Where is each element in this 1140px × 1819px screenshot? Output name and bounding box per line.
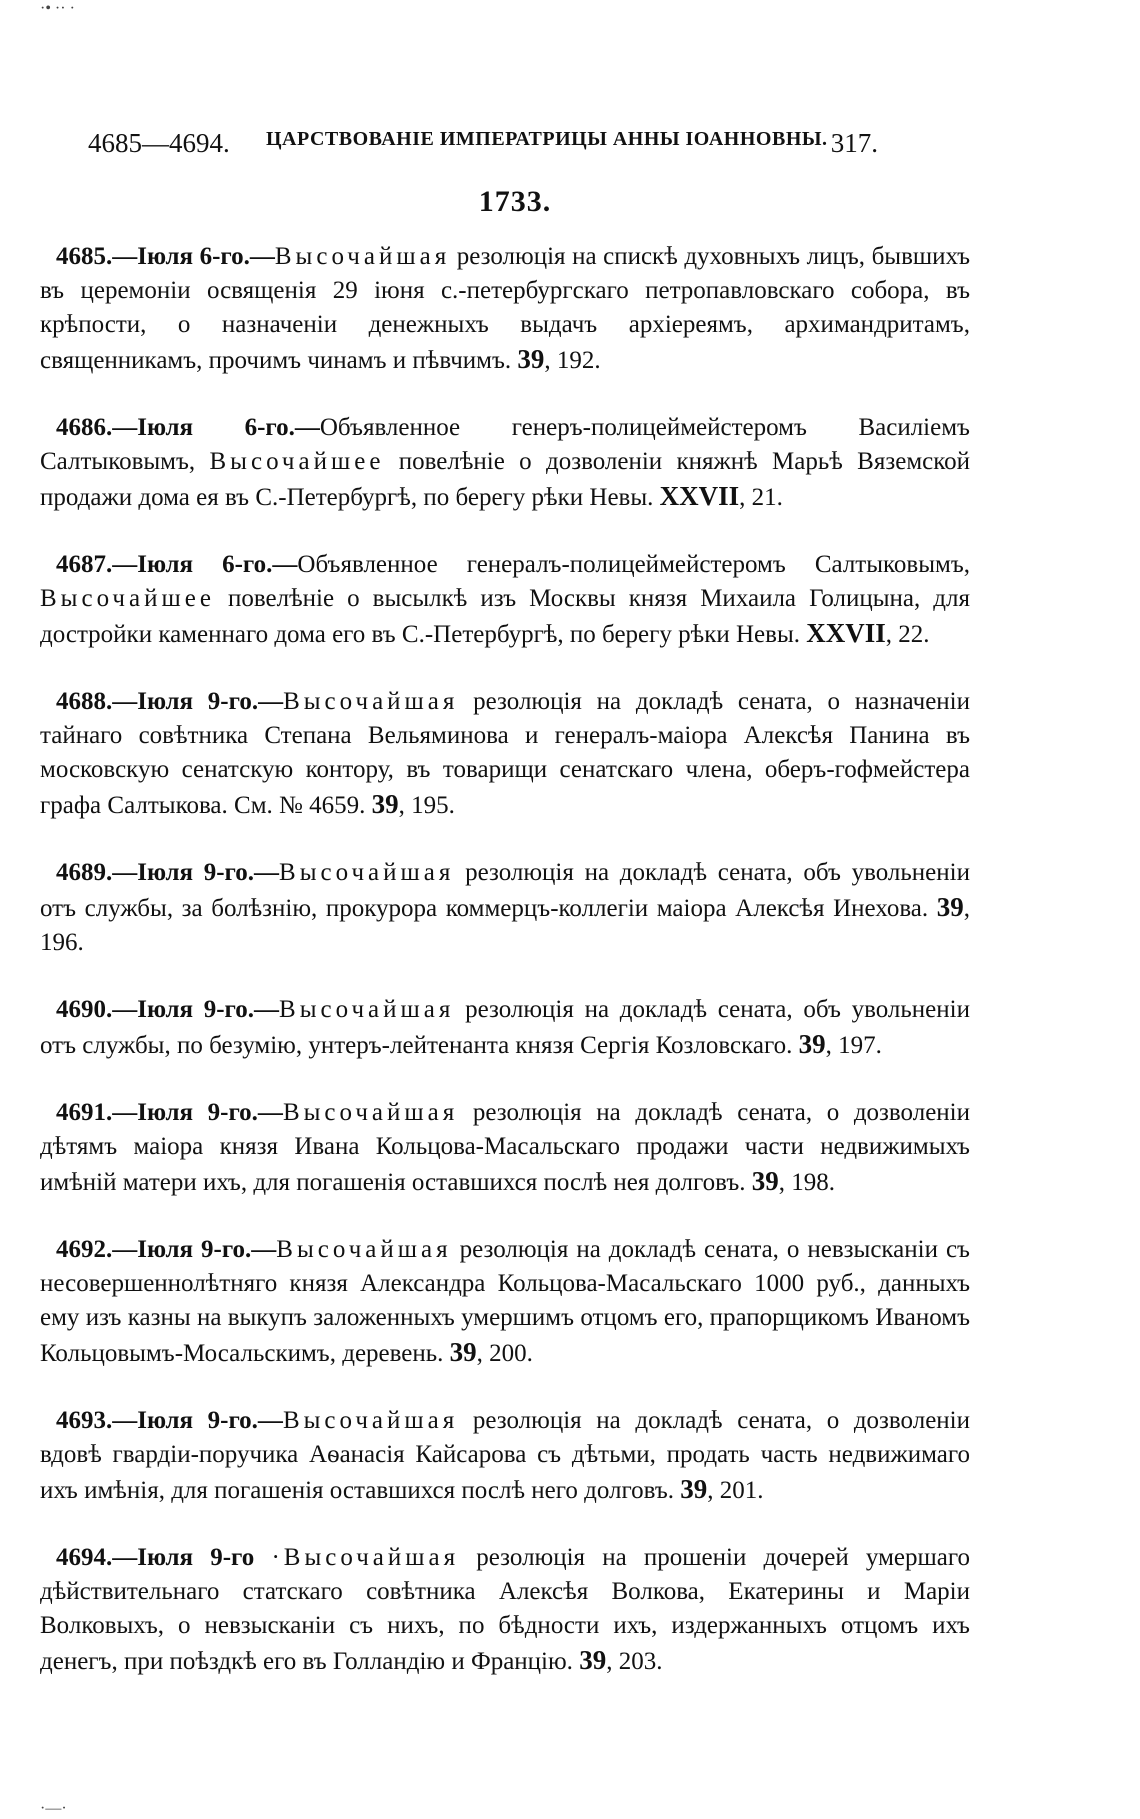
entry-number: 4691. — [56, 1099, 113, 1126]
entry-page-ref: , 21. — [739, 484, 783, 511]
entry-number: 4687. — [56, 551, 113, 578]
entry-page-ref: , 22. — [885, 621, 930, 648]
entry-4689 — [40, 856, 970, 960]
entry-4691 — [40, 1096, 970, 1200]
entry-volume-ref: 39 — [751, 1166, 779, 1196]
entry-4687 — [40, 548, 970, 652]
entry-emphasis: Высочайшая — [282, 1099, 459, 1126]
entry-page-ref: , 203. — [606, 1648, 663, 1675]
year-heading: 1733. — [478, 185, 552, 218]
entry-emphasis: Высочайшая — [274, 243, 451, 270]
entry-4692 — [40, 1233, 970, 1371]
entry-volume-ref: 39 — [936, 892, 964, 922]
entry-pre-text: Объявленное генералъ-полицеймейстеромъ Салтыковымъ, — [297, 551, 970, 578]
entry-date: —Іюля 9-го.— — [112, 996, 280, 1023]
entry-emphasis: Высочайшая — [276, 1236, 452, 1263]
scan-specks-bottom: ·—· — [40, 1800, 67, 1817]
entry-text: резолюція на докладѣ сената, объ увольненіи отъ службы, по безумію, унтеръ-лейтенанта князя Сергія Козловскаго. — [40, 996, 970, 1059]
entry-emphasis: Высочайшее — [40, 585, 215, 612]
entry-emphasis: Высочайшая — [279, 996, 455, 1023]
entry-page-ref: , 195. — [398, 792, 455, 819]
running-title: ЦАРСТВОВАНІЕ ИМПЕРАТРИЦЫ АННЫ ІОАННОВНЫ. — [266, 128, 828, 150]
entry-text: резолюція на докладѣ сената, о дозволеніи вдовѣ гвардіи-поручика Аѳанасія Кайсарова съ дѣтьми, продать часть недвижимаго ихъ имѣнія, для погашенія оставшихся послѣ него долговъ. — [40, 1407, 970, 1504]
entry-date: —Іюля 6-го.— — [112, 243, 275, 270]
entry-date: —Іюля 9-го.— — [112, 688, 284, 715]
entry-page-ref: , 197. — [825, 1032, 882, 1059]
entry-page-ref: , 198. — [778, 1169, 836, 1196]
entry-emphasis: Высочайшая — [279, 859, 455, 886]
entry-page-ref: , 200. — [476, 1340, 533, 1367]
entry-volume-ref: 39 — [798, 1029, 826, 1059]
entry-page-ref: , 196. — [40, 895, 970, 956]
entry-date: —Іюля 9-го.— — [112, 1099, 283, 1126]
entry-number: 4689. — [56, 859, 113, 886]
entry-volume-ref: 39 — [517, 344, 545, 374]
entry-4690 — [40, 993, 970, 1063]
entry-volume-ref: XXVII — [659, 481, 740, 511]
entry-text: резолюція на докладѣ сената, о невзысканіи съ несовершеннолѣтняго князя Александра Кольцова-Масальскаго 1000 руб., данныхъ ему изъ казны на выкупъ заложенныхъ умершимъ отцомъ его, прапорщикомъ Иваномъ Кольцовымъ-Мосальскимъ, деревень. — [40, 1236, 970, 1367]
entry-number: 4685. — [56, 243, 113, 270]
entry-text: резолюція на прошеніи дочерей умершаго дѣйствительнаго статскаго совѣтника Алексѣя Волкова, Екатерины и Маріи Волковыхъ, о невзысканіи съ нихъ, по бѣдности ихъ, издержанныхъ отцомъ ихъ денегъ, при поѣздкѣ его въ Голландію и Францію. — [40, 1544, 970, 1675]
entry-text: резолюція на докладѣ сената, о дозволеніи дѣтямъ маіора князя Ивана Кольцова-Масальскаго продажи части недвижимыхъ имѣній матери ихъ, для погашенія оставшихся послѣ нея долговъ. — [40, 1099, 970, 1196]
entry-emphasis: Высочайшая — [282, 1407, 459, 1434]
entry-emphasis: Высочайшее — [209, 448, 385, 475]
page-number: 317. — [830, 128, 878, 158]
entry-volume-ref: XXVII — [806, 618, 886, 648]
entry-pre-text: Объявленное генеръ-полицеймейстеромъ Василіемъ Салтыковымъ, — [40, 414, 970, 475]
entry-emphasis: Высочайшая — [283, 688, 459, 715]
entry-page-ref: , 201. — [707, 1477, 764, 1504]
entry-number: 4694. — [56, 1544, 113, 1571]
entry-emphasis: ·Высочайшая — [271, 1544, 460, 1571]
entry-number: 4693. — [56, 1407, 113, 1434]
entry-text: резолюція на докладѣ сената, о назначеніи тайнаго совѣтника Степана Вельяминова и генералъ-маіора Алексѣя Панина въ московскую сенатскую контору, въ товарищи сенатскаго члена, оберъ-гофмейстера графа Салтыкова. См. № 4659. — [40, 688, 970, 819]
entry-number: 4686. — [56, 414, 113, 441]
entry-number: 4690. — [56, 996, 113, 1023]
entry-date: —Іюля 6-го.— — [112, 414, 320, 441]
entry-date: —Іюля 9-го — [112, 1544, 272, 1571]
entry-date: —Іюля 9-го.— — [112, 1407, 283, 1434]
entry-text: повелѣніе о высылкѣ изъ Москвы князя Михаила Голицына, для достройки каменнаго дома его въ С.-Петербургѣ, по берегу рѣки Невы. — [40, 585, 970, 648]
entry-text: повелѣніе о дозволеніи княжнѣ Марьѣ Вяземской продажи дома ея въ С.-Петербургѣ, по берегу рѣки Невы. — [40, 448, 970, 511]
entry-4694 — [40, 1541, 970, 1679]
entry-volume-ref: 39 — [680, 1474, 708, 1504]
entry-4688 — [40, 685, 970, 823]
entry-text: резолюція на докладѣ сената, объ увольненіи отъ службы, за болѣзнію, прокурора коммерцъ-коллегіи маіора Алексѣя Инехова. — [40, 859, 970, 922]
scan-specks-top: ·• ·· · — [40, 0, 75, 17]
entry-volume-ref: 39 — [449, 1337, 477, 1367]
entry-number: 4692. — [56, 1236, 113, 1263]
entry-volume-ref: 39 — [579, 1645, 607, 1675]
entry-date: —Іюля 9-го.— — [112, 859, 280, 886]
entry-page-ref: , 192. — [544, 347, 601, 374]
entry-date: —Іюля 9-го.— — [112, 1236, 277, 1263]
entry-text: резолюція на спискѣ духовныхъ лицъ, бывшихъ въ церемоніи освященія 29 іюня с.-петербургскаго петропавловскаго собора, въ крѣпости, о назначеніи денежныхъ выдачъ архіереямъ, архимандритамъ, священникамъ, прочимъ чинамъ и пѣвчимъ. — [40, 243, 970, 374]
entry-range: 4685—4694. — [88, 128, 230, 158]
entry-4686 — [40, 411, 970, 515]
entries-list — [40, 240, 970, 1712]
entry-number: 4688. — [56, 688, 113, 715]
running-head — [88, 128, 878, 168]
entry-date: —Іюля 6-го.— — [112, 551, 298, 578]
entry-4685 — [40, 240, 970, 378]
entry-volume-ref: 39 — [371, 789, 399, 819]
entry-4693 — [40, 1404, 970, 1508]
